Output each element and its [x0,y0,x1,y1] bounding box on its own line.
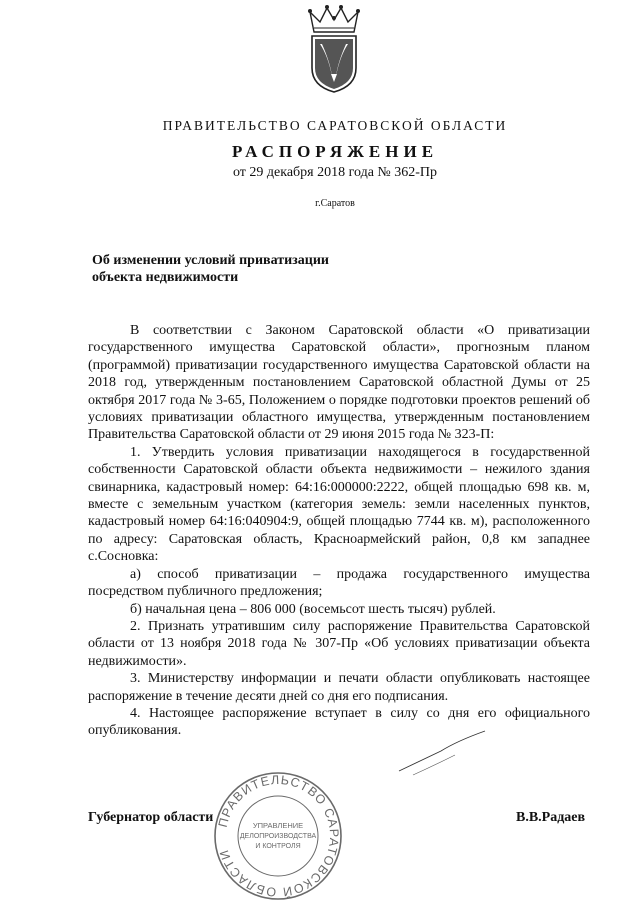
document-date-number: от 29 декабря 2018 года № 362-Пр [232,165,438,180]
subject-line: объекта недвижимости [92,270,239,285]
stamp-inner-text: И КОНТРОЛЯ [255,843,301,850]
organization-name: ПРАВИТЕЛЬСТВО САРАТОВСКОЙ ОБЛАСТИ [162,118,508,133]
intro-paragraph: В соответствии с Законом Саратовской области «О приватизации государственного имущества Саратовской области», прогнозным планом (программой) приватизации государственного имущества Саратовской области на 2018 год, утвержденным постановлением Саратовской областной Думы от 25 октября 2017 года № 3-65, Положением о порядке подготовки проектов решений об условиях приватизации областного имущества, утвержденным постановлением Правительства Саратовской области от 29 июня 2015 года № 323-П: [88,323,590,443]
item-3-paragraph: 3. Министерству информации и печати области опубликовать настоящее распоряжение в течение десяти дней со дня его подписания. [88,671,590,704]
stamp-outer-text: ПРАВИТЕЛЬСТВО САРАТОВСКОЙ ОБЛАСТИ [215,772,342,900]
document-city: г.Саратов [315,198,355,209]
item-2-paragraph: 2. Признать утратившим силу распоряжение Правительства Саратовской области от 13 ноября 2018 года № 307-Пр «Об условиях приватизации объекта недвижимости». [88,618,590,669]
saratov-coat-of-arms-icon [300,4,368,94]
document-body [88,322,590,740]
item-1b-paragraph: б) начальная цена – 806 000 (восемьсот шесть тысяч) рублей. [130,601,496,617]
handwritten-signature-icon [395,725,490,780]
stamp-inner-text: ДЕЛОПРОИЗВОДСТВА [239,833,317,840]
item-1-paragraph: 1. Утвердить условия приватизации находящегося в государственной собственности Саратовской области объекта недвижимости – нежилого здания свинарника, кадастровый номер: 64:16:000000:2222, общей площадью 698 кв. м, вместе с земельным участком (категория земель: земли населенных пунктов, кадастровый номер 64:16:040904:9, общей площадью 7744 кв. м), расположенного по адресу: Саратовская область, Красноармейский район, 0,8 км западнее с.Сосновка: [88,444,590,565]
signatory-position: Губернатор области [88,810,214,825]
item-4-paragraph: 4. Настоящее распоряжение вступает в силу со дня его официального опубликования. [88,705,590,739]
stamp-inner-text: УПРАВЛЕНИЕ [252,821,304,830]
document-type: РАСПОРЯЖЕНИЕ [231,142,439,161]
item-1a-paragraph: а) способ приватизации – продажа государственного имущества посредством публичного предложения; [88,566,590,600]
official-stamp-icon [212,770,344,902]
subject-line: Об изменении условий приватизации [92,253,329,268]
signatory-name: В.В.Радаев [516,810,586,825]
document-subject [92,252,392,286]
